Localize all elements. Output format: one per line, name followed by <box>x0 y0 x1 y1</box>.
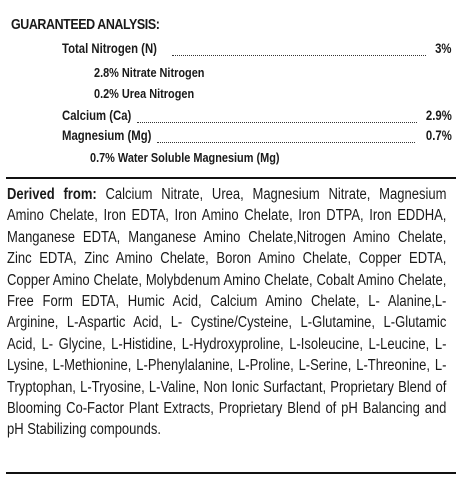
section-divider <box>6 177 456 179</box>
derived-from-text: Calcium Nitrate, Urea, Magnesium Nitrate, Magnesium Amino Chelate, Iron EDTA, Iron Amino Chelate, Iron DTPA, Iron EDDHA, Manganese EDTA, Manganese Amino Chelate,Nitrogen Amino Chelate, Zinc EDTA, Zinc Amino Chelate, Boron Amino Chelate, Copper EDTA, Copper Amino Chelate, Molybdenum Amino Chelate, Cobalt Amino Chelate, Free Form EDTA, Humic Acid, Calcium Amino Chelate, L- Alanine,L- Arginine, L-Aspartic Acid, L- Cystine/Cysteine, L-Glutamine, L-Glutamic Acid, L- Glycine, L-Histidine, L-Hydroxyproline, L-Isoleucine, L-Leucine, L-Lysine, L-Methionine, L-Phenylalanine, L-Proline, L-Serine, L-Threonine, L-Tryptophan, L-Tryosine, L-Valine, Non Ionic Surfactant, Proprietary Blend of Blooming Co-Factor Plant Extracts, Proprietary Blend of pH Balancing and pH Stabilizing compounds. <box>7 186 447 439</box>
total-nitrogen-leader <box>172 55 426 56</box>
magnesium-label: Magnesium (Mg) <box>62 128 152 143</box>
derived-from-paragraph <box>7 184 446 441</box>
calcium-label: Calcium (Ca) <box>62 108 132 123</box>
water-soluble-magnesium-line: 0.7% Water Soluble Magnesium (Mg) <box>90 150 280 165</box>
bottom-rule <box>6 472 456 474</box>
total-nitrogen-label: Total Nitrogen (N) <box>62 41 157 56</box>
calcium-leader <box>137 122 417 123</box>
guaranteed-analysis-heading: GUARANTEED ANALYSIS: <box>11 17 160 33</box>
magnesium-leader <box>157 142 415 143</box>
urea-nitrogen-line: 0.2% Urea Nitrogen <box>94 86 195 101</box>
calcium-value: 2.9% <box>426 108 452 123</box>
total-nitrogen-value: 3% <box>435 41 452 56</box>
magnesium-value: 0.7% <box>426 128 452 143</box>
nitrate-nitrogen-line: 2.8% Nitrate Nitrogen <box>94 65 205 80</box>
derived-from-label: Derived from: <box>7 186 97 203</box>
